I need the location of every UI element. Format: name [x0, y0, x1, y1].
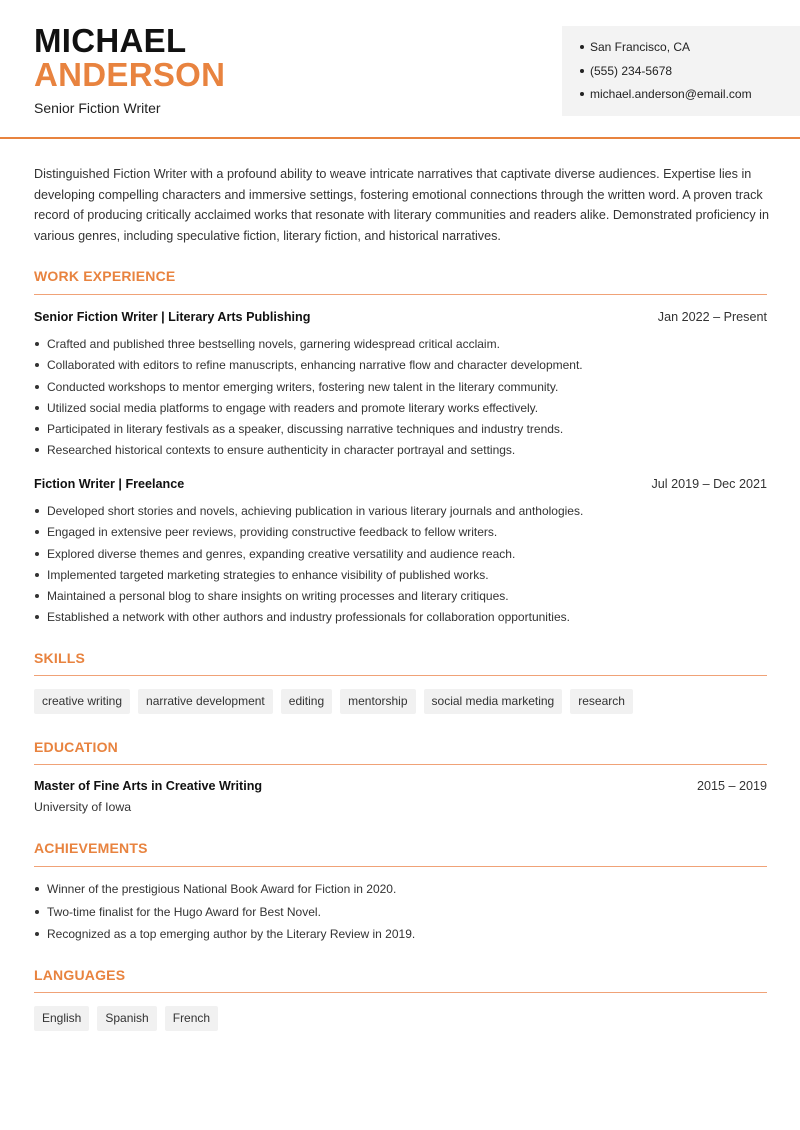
list-item: Engaged in extensive peer reviews, providing constructive feedback to fellow writers. — [34, 524, 767, 545]
list-item: Recognized as a top emerging author by the Literary Review in 2019. — [34, 926, 767, 949]
list-item: Winner of the prestigious National Book Award for Fiction in 2020. — [34, 881, 767, 904]
job-bullets — [34, 336, 767, 464]
job-bullets — [34, 503, 767, 631]
list-item: Developed short stories and novels, achieving publication in various literary journals and anthologies. — [34, 503, 767, 524]
list-item: Crafted and published three bestselling novels, garnering widespread critical acclaim. — [34, 336, 767, 357]
language-chip: Spanish — [97, 1006, 156, 1031]
job-role: Senior Fiction Writer | Literary Arts Publishing — [34, 310, 311, 324]
list-item: Two-time finalist for the Hugo Award for Best Novel. — [34, 904, 767, 927]
section-title-work: WORK EXPERIENCE — [34, 268, 176, 284]
list-item: Researched historical contexts to ensure authenticity in character portrayal and settings. — [34, 442, 767, 463]
list-item: Implemented targeted marketing strategies to enhance visibility of published works. — [34, 567, 767, 588]
list-item: Participated in literary festivals as a speaker, discussing narrative techniques and industry trends. — [34, 421, 767, 442]
contact-location: San Francisco, CA — [580, 39, 752, 63]
list-item: Conducted workshops to mentor emerging writers, fostering new talent in the literary community. — [34, 379, 767, 400]
first-name: MICHAEL — [34, 22, 187, 59]
section-divider — [34, 992, 767, 993]
section-title-skills: SKILLS — [34, 650, 85, 666]
contact-phone: (555) 234-5678 — [580, 63, 752, 87]
education-degree: Master of Fine Arts in Creative Writing — [34, 779, 263, 793]
last-name: ANDERSON — [34, 56, 226, 93]
education-dates: 2015 – 2019 — [696, 779, 767, 793]
contact-list — [580, 39, 752, 110]
contact-email[interactable]: michael.anderson@email.com — [580, 86, 752, 110]
job-header — [34, 477, 767, 491]
skill-chip: creative writing — [34, 689, 130, 714]
resume-header — [0, 0, 800, 139]
list-item: Collaborated with editors to refine manuscripts, enhancing narrative flow and character development. — [34, 357, 767, 378]
job-title: Senior Fiction Writer — [34, 100, 161, 116]
achievements-list — [34, 881, 767, 949]
job-dates: Jan 2022 – Present — [657, 310, 767, 324]
list-item: Explored diverse themes and genres, expanding creative versatility and audience reach. — [34, 546, 767, 567]
section-divider — [34, 866, 767, 867]
section-title-languages: LANGUAGES — [34, 967, 126, 983]
list-item: Maintained a personal blog to share insights on writing processes and literary critiques. — [34, 588, 767, 609]
language-chip: English — [34, 1006, 89, 1031]
job-dates: Jul 2019 – Dec 2021 — [651, 477, 767, 491]
skill-chip: narrative development — [138, 689, 273, 714]
languages-list — [34, 1006, 218, 1031]
language-chip: French — [165, 1006, 218, 1031]
section-divider — [34, 294, 767, 295]
section-title-achievements: ACHIEVEMENTS — [34, 840, 148, 856]
contact-box — [562, 26, 800, 116]
summary-text: Distinguished Fiction Writer with a profound ability to weave intricate narratives that captivate diverse audiences. Expertise lies in developing compelling characters and immersive settings, fostering emotional connections through the written word. A proven track record of producing critically acclaimed works that resonate with literary communities and readers alike. Demonstrated proficiency in various genres, including speculative fiction, literary fiction, and historical narratives. — [34, 167, 769, 243]
section-divider — [34, 764, 767, 765]
list-item: Established a network with other authors and industry professionals for collaboration opportunities. — [34, 609, 767, 630]
job-header — [34, 310, 767, 324]
skills-list — [34, 689, 633, 714]
skill-chip: mentorship — [340, 689, 415, 714]
list-item: Utilized social media platforms to engage with readers and promote literary works effectively. — [34, 400, 767, 421]
skill-chip: research — [570, 689, 633, 714]
section-divider — [34, 675, 767, 676]
section-title-education: EDUCATION — [34, 739, 118, 755]
education-school: University of Iowa — [34, 800, 132, 814]
job-role: Fiction Writer | Freelance — [34, 477, 185, 491]
skill-chip: editing — [281, 689, 332, 714]
skill-chip: social media marketing — [424, 689, 563, 714]
